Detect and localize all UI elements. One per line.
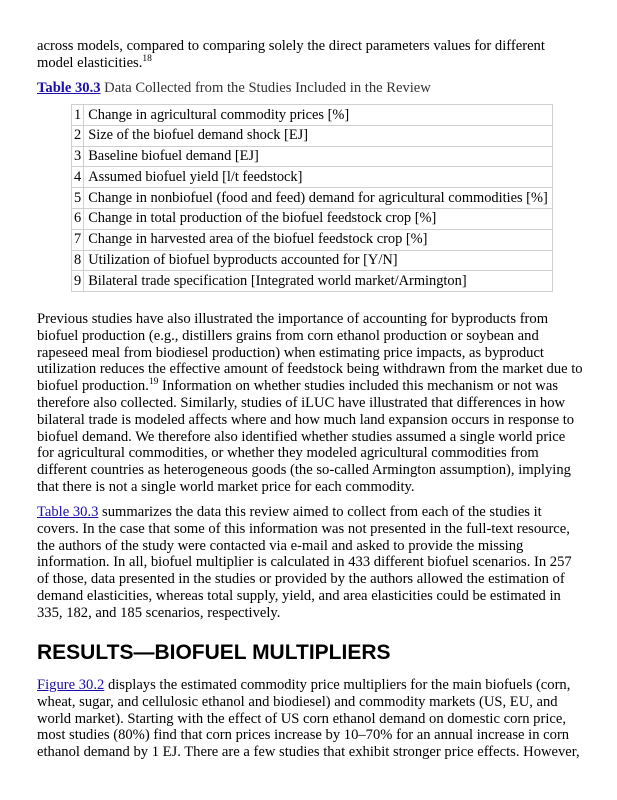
row-description: Bilateral trade specification [Integrated world market/Armington] (84, 271, 553, 292)
row-description: Size of the biofuel demand shock [EJ] (84, 125, 553, 146)
figure-reference-link[interactable]: Figure 30.2 (37, 677, 105, 693)
byproducts-text-2: Information on whether studies included this mechanism or not was therefore also collected. Similarly, studies of iLUC have illustrated that differences in how bilateral trade is modeled affects where and how much land expansion occurs in response to biofuel demand. We therefore also identified whether studies assumed a single world price for agricultural commodities, or whether they modeled agricultural commodities from different countries as heterogeneous goods (the so-called Armington assumption), implying that there is not a single world market price for each commodity. (37, 378, 575, 495)
intro-paragraph (37, 38, 583, 72)
byproducts-paragraph (37, 311, 583, 496)
table-row (72, 167, 553, 188)
row-number: 4 (72, 167, 84, 188)
table-caption (37, 80, 583, 97)
table-row (72, 146, 553, 167)
section-heading: RESULTS—BIOFUEL MULTIPLIERS (37, 641, 391, 664)
table-label-link[interactable]: Table 30.3 (37, 80, 101, 96)
table-caption-title: Data Collected from the Studies Included in the Review (100, 80, 431, 96)
data-collected-table (71, 104, 553, 292)
row-number: 6 (72, 208, 84, 229)
intro-text: across models, compared to comparing solely the direct parameters values for different model elasticities. (37, 38, 545, 71)
table-row (72, 229, 553, 250)
row-description: Change in total production of the biofuel feedstock crop [%] (84, 208, 553, 229)
table-row (72, 125, 553, 146)
results-paragraph (37, 677, 583, 761)
table-row (72, 105, 553, 126)
row-description: Assumed biofuel yield [l/t feedstock] (84, 167, 553, 188)
footnote-ref-19[interactable]: 19 (148, 377, 159, 388)
row-number: 3 (72, 146, 84, 167)
summary-text: summarizes the data this review aimed to collect from each of the studies it covers. In the case that some of this information was not presented in the full-text resource, the authors of the study were contacted via e-mail and asked to provide the missing information. In all, biofuel multiplier is calculated in 433 different biofuel scenarios. In 257 of those, data presented in the studies or provided by the authors allowed the estimation of demand elasticities, whereas total supply, yield, and area elasticities could be estimated in 335, 182, and 185 scenarios, respectively. (37, 504, 572, 621)
results-text: displays the estimated commodity price multipliers for the main biofuels (corn, wheat, sugar, and cellulosic ethanol and biodiesel) and commodity markets (US, EU, and world market). Starting with the effect of US corn ethanol demand on domestic corn price, most studies (80%) find that corn prices increase by 10–70% for an annual increase in corn ethanol demand by 1 EJ. There are a few studies that exhibit stronger price effects. However, (37, 677, 580, 761)
row-description: Change in harvested area of the biofuel feedstock crop [%] (84, 229, 553, 250)
row-number: 1 (72, 105, 84, 126)
table-row (72, 188, 553, 209)
table-row (72, 271, 553, 292)
footnote-ref-18[interactable]: 18 (142, 53, 152, 64)
row-number: 2 (72, 125, 84, 146)
table-row (72, 250, 553, 271)
row-description: Change in agricultural commodity prices [%] (84, 105, 553, 126)
summary-paragraph (37, 504, 583, 622)
row-number: 8 (72, 250, 84, 271)
row-description: Baseline biofuel demand [EJ] (84, 146, 553, 167)
row-number: 7 (72, 229, 84, 250)
row-description: Change in nonbiofuel (food and feed) demand for agricultural commodities [%] (84, 188, 553, 209)
byproducts-text-1: Previous studies have also illustrated the importance of accounting for byproducts from biofuel production (e.g., distillers grains from corn ethanol production or soybean and rapeseed meal from biodiesel production) when estimating price impacts, as byproduct utilization reduces the effective amount of feedstock being withdrawn from the market due to biofuel production. (37, 311, 583, 395)
row-number: 5 (72, 188, 84, 209)
row-description: Utilization of biofuel byproducts accounted for [Y/N] (84, 250, 553, 271)
table-reference-link[interactable]: Table 30.3 (37, 504, 99, 520)
table-row (72, 208, 553, 229)
row-number: 9 (72, 271, 84, 292)
